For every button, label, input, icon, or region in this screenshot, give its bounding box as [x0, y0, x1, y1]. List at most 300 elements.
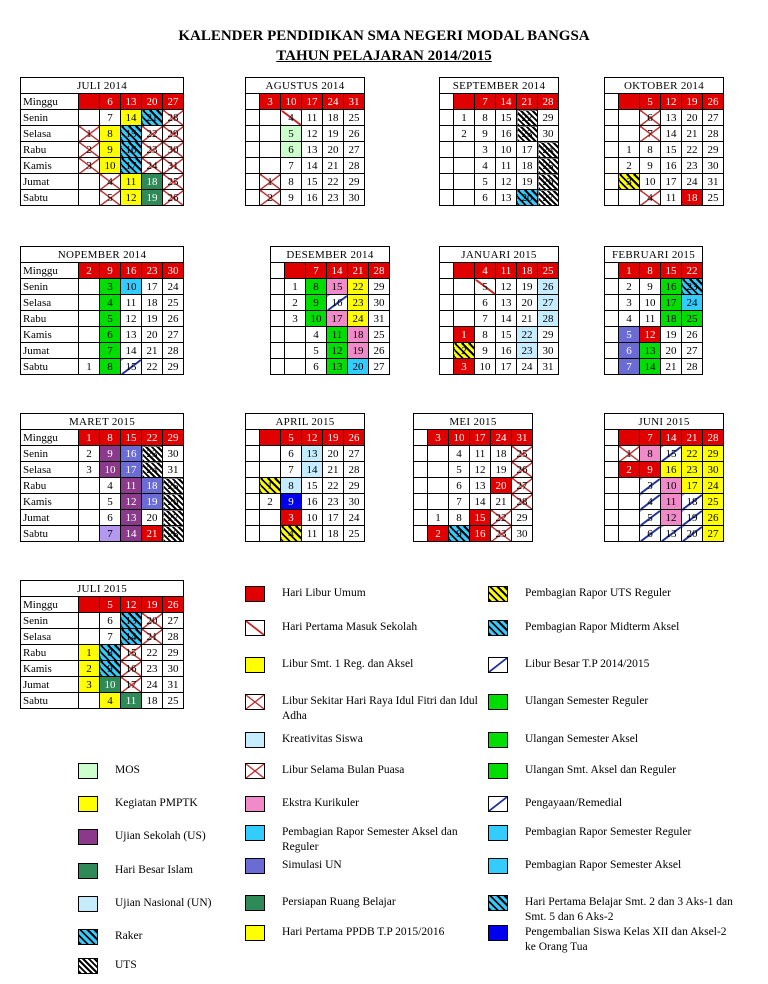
- day-label: [605, 327, 619, 343]
- month-12: [20, 580, 184, 709]
- date-cell: 27: [163, 94, 184, 110]
- date-cell: 30: [344, 190, 365, 206]
- day-label: Sabtu: [21, 190, 79, 206]
- date-cell: 1: [454, 327, 475, 343]
- date-cell: 12: [496, 279, 517, 295]
- day-label: [414, 478, 428, 494]
- month-title: NOPEMBER 2014: [21, 247, 184, 263]
- date-cell: 11: [121, 295, 142, 311]
- date-cell: 2: [260, 190, 281, 206]
- date-cell: 7: [281, 462, 302, 478]
- day-label: [605, 94, 619, 110]
- date-cell: 23: [142, 142, 163, 158]
- legend-swatch: [245, 925, 265, 941]
- legend-label: Pembagian Rapor Semester Reguler: [525, 826, 692, 838]
- legend-label: Ujian Sekolah (US): [115, 830, 206, 842]
- date-cell: 17: [470, 430, 491, 446]
- date-cell: [260, 142, 281, 158]
- date-cell: 11: [661, 494, 682, 510]
- day-label: Minggu: [21, 263, 79, 279]
- date-cell: 29: [344, 174, 365, 190]
- date-cell: 10: [100, 158, 121, 174]
- day-label: [440, 311, 454, 327]
- date-cell: 21: [517, 94, 538, 110]
- day-label: [440, 174, 454, 190]
- date-cell: 2: [619, 462, 640, 478]
- date-cell: 7: [100, 629, 121, 645]
- date-cell: 28: [163, 110, 184, 126]
- date-cell: 4: [619, 311, 640, 327]
- date-cell: 12: [661, 94, 682, 110]
- date-cell: 1: [428, 510, 449, 526]
- month-11: [604, 413, 724, 542]
- date-cell: 29: [369, 279, 390, 295]
- date-cell: 25: [163, 174, 184, 190]
- date-cell: 5: [475, 174, 496, 190]
- date-cell: 31: [369, 311, 390, 327]
- date-cell: [428, 462, 449, 478]
- legend-label: Pembagian Rapor Semester Aksel dan Reguler: [282, 826, 458, 853]
- date-cell: 11: [121, 693, 142, 709]
- date-cell: 12: [121, 494, 142, 510]
- date-cell: [79, 693, 100, 709]
- month-8: [20, 413, 184, 542]
- day-label: [440, 343, 454, 359]
- date-cell: 12: [121, 311, 142, 327]
- day-label: Selasa: [21, 462, 79, 478]
- legend-label: Pembagian Rapor UTS Reguler: [525, 587, 671, 599]
- date-cell: [79, 494, 100, 510]
- date-cell: 7: [619, 359, 640, 375]
- date-cell: 18: [682, 494, 703, 510]
- date-cell: 21: [348, 263, 369, 279]
- month-4: [20, 246, 184, 375]
- date-cell: 1: [260, 478, 281, 494]
- date-cell: 5: [640, 94, 661, 110]
- date-cell: 24: [703, 478, 724, 494]
- date-cell: 1: [619, 446, 640, 462]
- date-cell: 22: [142, 359, 163, 375]
- legend-label: MOS: [115, 764, 140, 776]
- date-cell: 27: [163, 327, 184, 343]
- date-cell: 27: [163, 510, 184, 526]
- date-cell: 17: [496, 359, 517, 375]
- legend-swatch: [78, 958, 98, 974]
- date-cell: [454, 295, 475, 311]
- date-cell: 12: [640, 327, 661, 343]
- day-label: [246, 110, 260, 126]
- date-cell: 16: [661, 462, 682, 478]
- date-cell: 15: [470, 510, 491, 526]
- date-cell: 3: [79, 462, 100, 478]
- date-cell: 24: [682, 295, 703, 311]
- page-title: KALENDER PENDIDIKAN SMA NEGERI MODAL BANGSA: [178, 28, 590, 44]
- legend-swatch: [488, 586, 508, 602]
- date-cell: 11: [496, 263, 517, 279]
- legend-label: Pembagian Rapor Midterm Aksel: [525, 621, 680, 633]
- date-cell: 6: [619, 343, 640, 359]
- date-cell: 10: [100, 462, 121, 478]
- day-label: [605, 359, 619, 375]
- date-cell: 20: [517, 295, 538, 311]
- legend-swatch: [245, 732, 265, 748]
- date-cell: 20: [348, 359, 369, 375]
- date-cell: 26: [369, 343, 390, 359]
- month-title: JANUARI 2015: [440, 247, 559, 263]
- date-cell: 26: [163, 597, 184, 613]
- date-cell: 26: [538, 174, 559, 190]
- date-cell: 12: [121, 597, 142, 613]
- date-cell: [79, 94, 100, 110]
- date-cell: 29: [703, 142, 724, 158]
- date-cell: 22: [323, 478, 344, 494]
- day-label: [246, 446, 260, 462]
- date-cell: [260, 446, 281, 462]
- date-cell: 3: [285, 311, 306, 327]
- date-cell: 30: [703, 158, 724, 174]
- date-cell: 23: [682, 158, 703, 174]
- date-cell: 2: [454, 126, 475, 142]
- date-cell: 22: [682, 142, 703, 158]
- date-cell: 16: [496, 126, 517, 142]
- date-cell: 20: [517, 190, 538, 206]
- date-cell: 9: [640, 462, 661, 478]
- date-cell: 9: [281, 190, 302, 206]
- legend-label: Hari Libur Umum: [282, 587, 366, 599]
- date-cell: 14: [470, 494, 491, 510]
- date-cell: 30: [163, 263, 184, 279]
- date-cell: 2: [79, 142, 100, 158]
- date-cell: [428, 478, 449, 494]
- date-cell: 28: [703, 430, 724, 446]
- date-cell: [619, 430, 640, 446]
- day-label: Rabu: [21, 142, 79, 158]
- date-cell: 27: [344, 142, 365, 158]
- date-cell: [79, 478, 100, 494]
- date-cell: 19: [682, 510, 703, 526]
- date-cell: 2: [79, 661, 100, 677]
- date-cell: 1: [619, 142, 640, 158]
- date-cell: 15: [496, 327, 517, 343]
- day-label: [246, 494, 260, 510]
- date-cell: 22: [142, 126, 163, 142]
- date-cell: [454, 263, 475, 279]
- date-cell: 17: [661, 174, 682, 190]
- date-cell: 28: [344, 462, 365, 478]
- date-cell: 27: [682, 343, 703, 359]
- date-cell: 15: [121, 359, 142, 375]
- month-5: [270, 246, 390, 375]
- date-cell: 12: [496, 174, 517, 190]
- date-cell: 22: [142, 430, 163, 446]
- date-cell: 16: [121, 446, 142, 462]
- date-cell: 18: [517, 263, 538, 279]
- date-cell: 27: [703, 526, 724, 542]
- month-title: MARET 2015: [21, 414, 184, 430]
- date-cell: 20: [323, 142, 344, 158]
- date-cell: 6: [281, 142, 302, 158]
- day-label: [271, 279, 285, 295]
- legend-label: Pembagian Rapor Semester Aksel: [525, 859, 682, 871]
- date-cell: [619, 190, 640, 206]
- date-cell: 3: [619, 295, 640, 311]
- day-label: [414, 462, 428, 478]
- day-label: [440, 94, 454, 110]
- date-cell: 2: [260, 494, 281, 510]
- date-cell: 27: [512, 478, 533, 494]
- day-label: [605, 343, 619, 359]
- date-cell: [79, 510, 100, 526]
- date-cell: 13: [121, 613, 142, 629]
- date-cell: 22: [348, 279, 369, 295]
- day-label: Selasa: [21, 295, 79, 311]
- date-cell: 23: [142, 446, 163, 462]
- date-cell: 4: [449, 446, 470, 462]
- date-cell: 18: [142, 295, 163, 311]
- day-label: [271, 311, 285, 327]
- legend-label: Hari Pertama Masuk Sekolah: [282, 621, 418, 633]
- date-cell: 8: [449, 510, 470, 526]
- date-cell: 10: [281, 94, 302, 110]
- date-cell: 5: [281, 126, 302, 142]
- day-label: [440, 279, 454, 295]
- date-cell: 31: [538, 359, 559, 375]
- day-label: [605, 526, 619, 542]
- date-cell: 11: [470, 446, 491, 462]
- day-label: Rabu: [21, 311, 79, 327]
- date-cell: 15: [121, 126, 142, 142]
- date-cell: 7: [100, 110, 121, 126]
- legend-swatch: [245, 657, 265, 673]
- day-label: [440, 263, 454, 279]
- day-label: Jumat: [21, 677, 79, 693]
- date-cell: 27: [369, 359, 390, 375]
- day-label: [414, 494, 428, 510]
- date-cell: 23: [682, 462, 703, 478]
- day-label: [605, 190, 619, 206]
- date-cell: 13: [496, 295, 517, 311]
- date-cell: 18: [142, 174, 163, 190]
- day-label: Kamis: [21, 327, 79, 343]
- date-cell: 16: [302, 190, 323, 206]
- date-cell: [619, 110, 640, 126]
- date-cell: 10: [661, 478, 682, 494]
- date-cell: 13: [470, 478, 491, 494]
- date-cell: 17: [121, 158, 142, 174]
- date-cell: 18: [323, 526, 344, 542]
- date-cell: 5: [306, 343, 327, 359]
- date-cell: 14: [661, 126, 682, 142]
- date-cell: 14: [327, 263, 348, 279]
- date-cell: 28: [163, 343, 184, 359]
- date-cell: 23: [517, 126, 538, 142]
- date-cell: 9: [100, 446, 121, 462]
- day-label: Jumat: [21, 174, 79, 190]
- legend-swatch: [245, 895, 265, 911]
- date-cell: 30: [369, 295, 390, 311]
- date-cell: 10: [121, 279, 142, 295]
- date-cell: 19: [323, 126, 344, 142]
- date-cell: 2: [428, 526, 449, 542]
- day-label: [246, 430, 260, 446]
- date-cell: 24: [344, 510, 365, 526]
- date-cell: 4: [100, 295, 121, 311]
- legend-label: Hari Pertama Belajar Smt. 2 dan 3 Aks-1 dan Smt. 5 dan 6 Aks-2: [525, 896, 733, 923]
- date-cell: 6: [306, 359, 327, 375]
- date-cell: 18: [142, 478, 163, 494]
- date-cell: 5: [100, 311, 121, 327]
- legend-label: Kegiatan PMPTK: [115, 797, 198, 809]
- date-cell: 16: [121, 142, 142, 158]
- day-label: Senin: [21, 279, 79, 295]
- day-label: Senin: [21, 446, 79, 462]
- date-cell: 2: [619, 158, 640, 174]
- date-cell: 20: [323, 446, 344, 462]
- legend-swatch: [245, 694, 265, 710]
- date-cell: [454, 174, 475, 190]
- date-cell: 25: [369, 327, 390, 343]
- date-cell: 24: [142, 677, 163, 693]
- date-cell: 12: [302, 126, 323, 142]
- date-cell: 3: [454, 359, 475, 375]
- day-label: [605, 263, 619, 279]
- date-cell: 16: [302, 494, 323, 510]
- legend-label: Ujian Nasional (UN): [115, 897, 212, 909]
- date-cell: 15: [661, 142, 682, 158]
- date-cell: 10: [640, 295, 661, 311]
- date-cell: 24: [517, 359, 538, 375]
- legend-swatch: [78, 763, 98, 779]
- date-cell: 12: [302, 430, 323, 446]
- day-label: [246, 126, 260, 142]
- day-label: [605, 494, 619, 510]
- date-cell: 16: [661, 158, 682, 174]
- date-cell: 8: [100, 430, 121, 446]
- date-cell: 8: [100, 645, 121, 661]
- date-cell: 26: [703, 94, 724, 110]
- day-label: Sabtu: [21, 693, 79, 709]
- date-cell: 1: [79, 430, 100, 446]
- date-cell: 4: [640, 190, 661, 206]
- date-cell: 7: [306, 263, 327, 279]
- date-cell: 30: [512, 526, 533, 542]
- month-title: JUNI 2015: [605, 414, 724, 430]
- date-cell: 31: [163, 158, 184, 174]
- date-cell: 27: [703, 110, 724, 126]
- date-cell: 25: [344, 110, 365, 126]
- legend-swatch: [488, 657, 508, 673]
- date-cell: [79, 629, 100, 645]
- date-cell: 14: [661, 430, 682, 446]
- date-cell: 9: [100, 142, 121, 158]
- legend-swatch: [78, 929, 98, 945]
- date-cell: 8: [475, 327, 496, 343]
- date-cell: 23: [491, 526, 512, 542]
- date-cell: 17: [142, 279, 163, 295]
- date-cell: 21: [142, 526, 163, 542]
- day-label: [414, 526, 428, 542]
- date-cell: 16: [661, 279, 682, 295]
- date-cell: [260, 462, 281, 478]
- date-cell: 28: [538, 94, 559, 110]
- date-cell: 4: [281, 110, 302, 126]
- date-cell: 22: [142, 645, 163, 661]
- date-cell: 6: [640, 110, 661, 126]
- day-label: [605, 430, 619, 446]
- date-cell: 10: [302, 510, 323, 526]
- date-cell: [79, 343, 100, 359]
- date-cell: 1: [260, 174, 281, 190]
- date-cell: [285, 263, 306, 279]
- legend-label: UTS: [115, 959, 137, 971]
- day-label: Selasa: [21, 629, 79, 645]
- date-cell: 19: [517, 279, 538, 295]
- date-cell: 7: [100, 526, 121, 542]
- date-cell: [260, 430, 281, 446]
- date-cell: 17: [121, 677, 142, 693]
- month-9: [245, 413, 365, 542]
- legend-label: Kreativitas Siswa: [282, 733, 363, 745]
- date-cell: 4: [100, 693, 121, 709]
- day-label: [246, 142, 260, 158]
- date-cell: [454, 158, 475, 174]
- date-cell: [619, 126, 640, 142]
- date-cell: 17: [517, 142, 538, 158]
- date-cell: 21: [491, 494, 512, 510]
- date-cell: 5: [619, 327, 640, 343]
- date-cell: 14: [302, 462, 323, 478]
- date-cell: 26: [163, 190, 184, 206]
- date-cell: 8: [100, 126, 121, 142]
- date-cell: 2: [79, 263, 100, 279]
- date-cell: 5: [281, 430, 302, 446]
- date-cell: 2: [285, 295, 306, 311]
- date-cell: 24: [142, 158, 163, 174]
- date-cell: 13: [661, 110, 682, 126]
- date-cell: 9: [640, 279, 661, 295]
- date-cell: 1: [79, 645, 100, 661]
- date-cell: 20: [661, 343, 682, 359]
- date-cell: 6: [281, 446, 302, 462]
- date-cell: 30: [703, 462, 724, 478]
- date-cell: 1: [285, 279, 306, 295]
- date-cell: 8: [281, 174, 302, 190]
- date-cell: 11: [661, 190, 682, 206]
- date-cell: 3: [619, 174, 640, 190]
- date-cell: [454, 311, 475, 327]
- legend-swatch: [488, 694, 508, 710]
- date-cell: 31: [163, 677, 184, 693]
- day-label: Kamis: [21, 661, 79, 677]
- day-label: Kamis: [21, 494, 79, 510]
- date-cell: 4: [306, 327, 327, 343]
- date-cell: 4: [100, 174, 121, 190]
- date-cell: 4: [640, 494, 661, 510]
- date-cell: 8: [281, 478, 302, 494]
- date-cell: 13: [302, 446, 323, 462]
- day-label: [414, 446, 428, 462]
- date-cell: 29: [163, 645, 184, 661]
- legend-label: Ulangan Semester Reguler: [525, 695, 649, 707]
- day-label: [246, 478, 260, 494]
- day-label: [605, 174, 619, 190]
- day-label: [271, 263, 285, 279]
- legend-swatch: [488, 732, 508, 748]
- day-label: [440, 126, 454, 142]
- date-cell: 6: [475, 295, 496, 311]
- date-cell: 17: [682, 478, 703, 494]
- date-cell: 13: [661, 526, 682, 542]
